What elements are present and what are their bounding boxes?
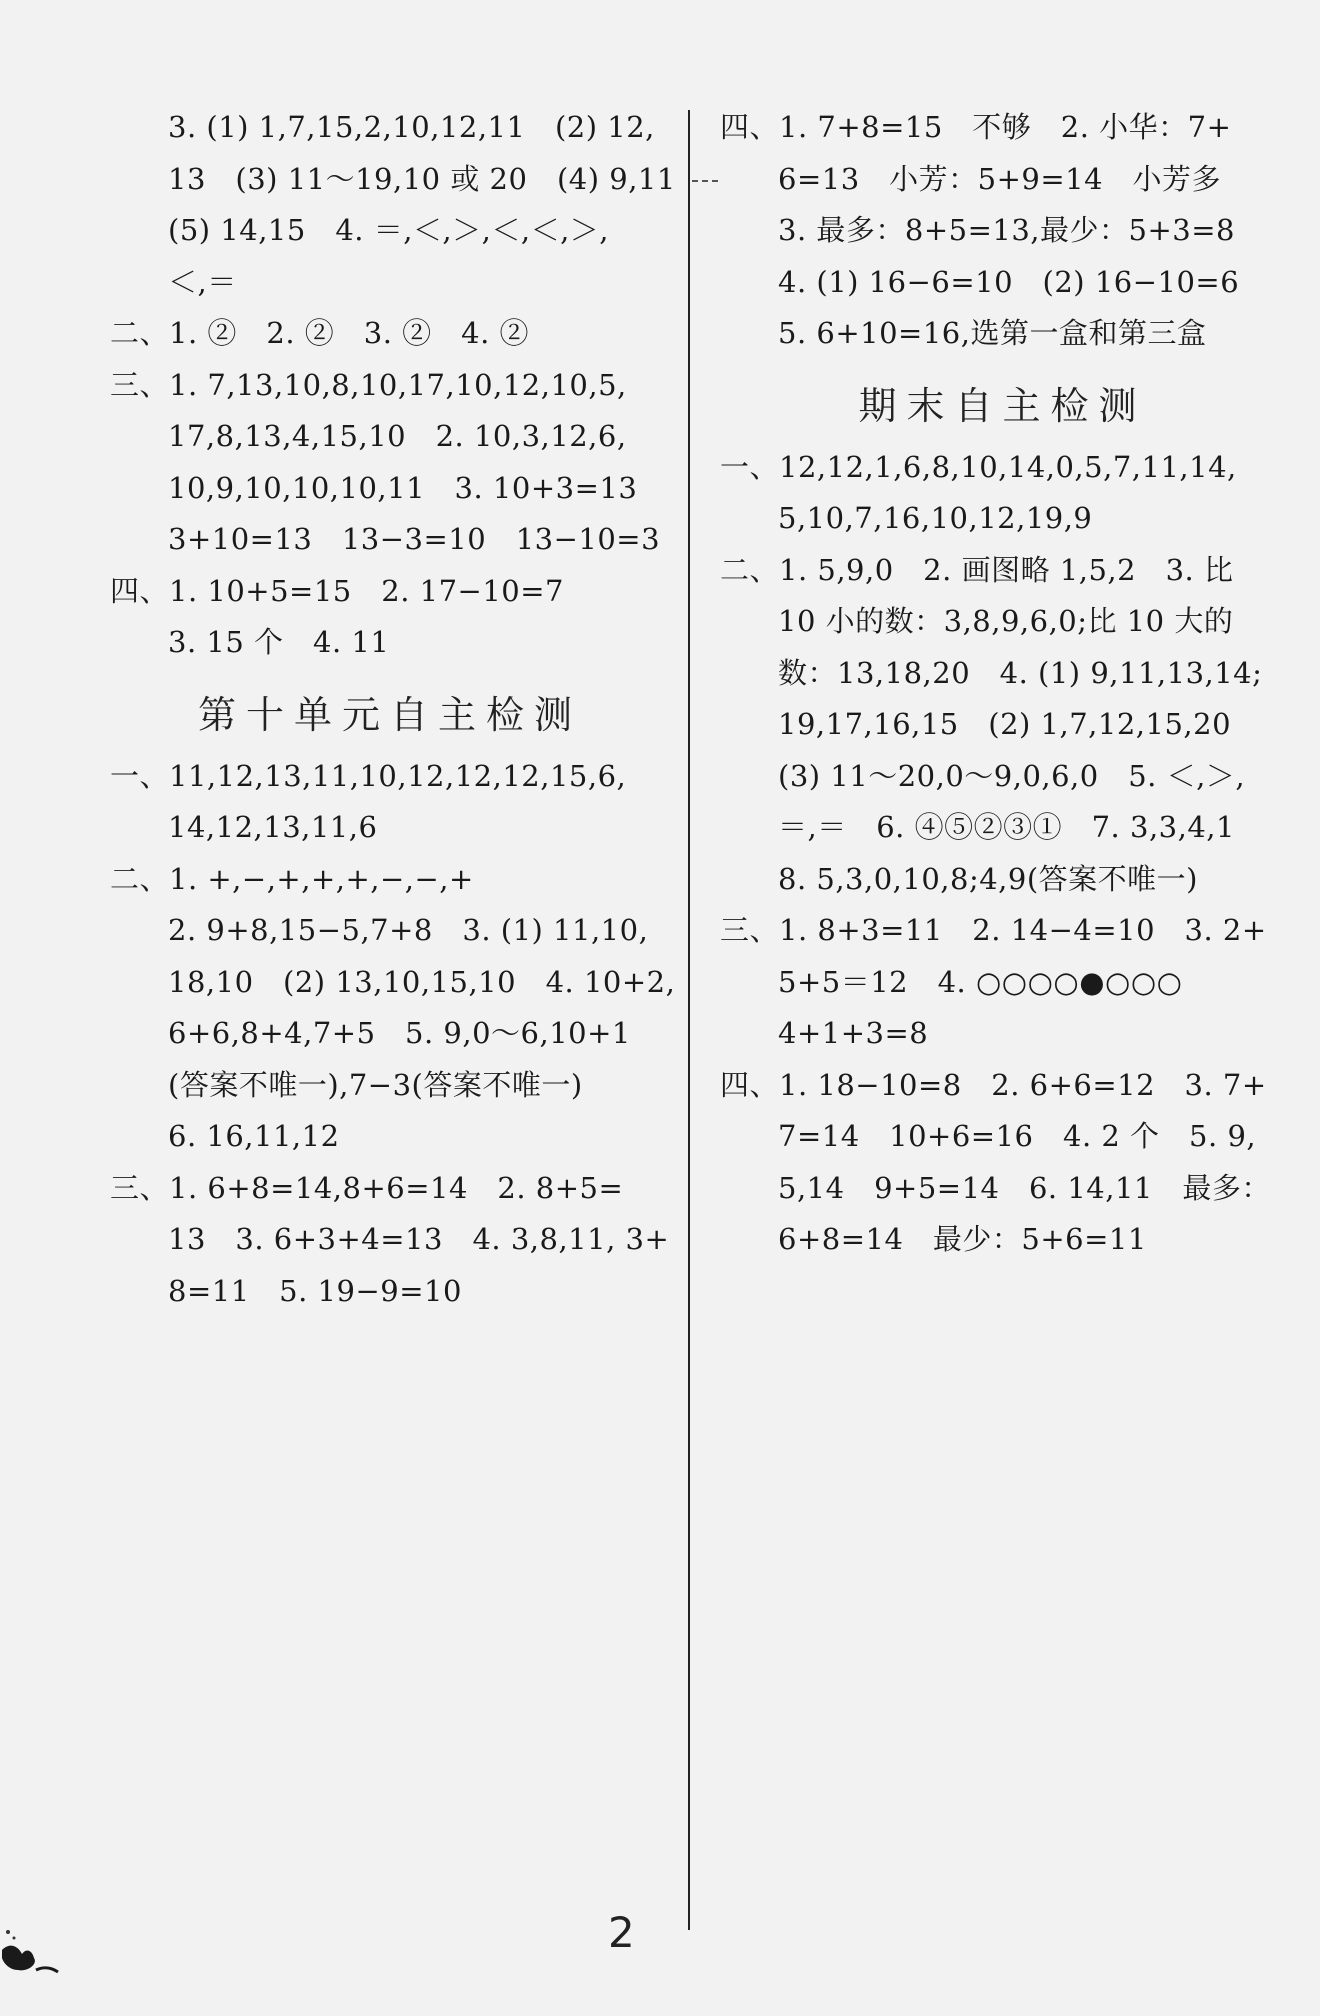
section-heading: 第十单元自主检测 <box>197 692 582 737</box>
text-line: 17,8,13,4,15,10 2. 10,3,12,6, <box>168 419 627 453</box>
right-column <box>720 102 1285 1266</box>
text-line: 19,17,16,15 (2) 1,7,12,15,20 <box>778 707 1232 741</box>
text-line: 数：13,18,20 4. (1) 9,11,13,14; <box>778 655 1263 690</box>
text-line: 二、1. 5,9,0 2. 画图略 1,5,2 3. 比 <box>720 552 1234 587</box>
text-line: 10,9,10,10,10,11 3. 10+3=13 <box>168 470 638 505</box>
text-line: 三、1. 7,13,10,8,10,17,10,12,10,5, <box>110 367 627 402</box>
text-line: 13 3. 6+3+4=13 4. 3,8,11, 3+ <box>168 1222 670 1256</box>
text-line: 一、11,12,13,11,10,12,12,12,15,6, <box>110 758 627 793</box>
text-line: 3. 最多：8+5=13,最少：5+3=8 <box>778 213 1235 247</box>
text-line: 四、1. 10+5=15 2. 17−10=7 <box>110 573 564 608</box>
text-line: ＜,＝ <box>168 264 237 299</box>
ink-smudge-icon <box>0 1920 72 1980</box>
text-line: 5,10,7,16,10,12,19,9 <box>778 501 1093 535</box>
text-line: 6=13 小芳：5+9=14 小芳多 <box>778 161 1222 196</box>
text-line: 10 小的数：3,8,9,6,0;比 10 大的 <box>778 604 1234 638</box>
text-line: 5+5＝12 4. ○○○○●○○○ <box>778 964 1183 999</box>
text-line: 二、1. ② 2. ② 3. ② 4. ② <box>110 316 530 350</box>
text-line: 5. 6+10=16,选第一盒和第三盒 <box>778 316 1207 350</box>
text-line: 一、12,12,1,6,8,10,14,0,5,7,11,14, <box>720 449 1237 484</box>
text-line: 2. 9+8,15−5,7+8 3. (1) 11,10, <box>168 913 649 947</box>
text-line: 5,14 9+5=14 6. 14,11 最多： <box>778 1170 1271 1205</box>
text-line: (3) 11～20,0～9,0,6,0 5. ＜,＞, <box>778 758 1246 793</box>
text-line: (5) 14,15 4. ＝,＜,＞,＜,＜,＞, <box>168 213 610 247</box>
column-divider <box>688 110 690 1930</box>
text-line: 14,12,13,11,6 <box>168 810 378 844</box>
text-line: 四、1. 7+8=15 不够 2. 小华：7+ <box>720 110 1232 144</box>
text-line: 13 (3) 11～19,10 或 20 (4) 9,11 <box>168 161 676 196</box>
text-line: 6+8=14 最少：5+6=11 <box>778 1222 1147 1256</box>
left-column <box>110 102 676 1317</box>
text-line: 18,10 (2) 13,10,15,10 4. 10+2, <box>168 964 676 999</box>
text-line: 8. 5,3,0,10,8;4,9(答案不唯一) <box>778 861 1198 896</box>
text-line: 4. (1) 16−6=10 (2) 16−10=6 <box>778 264 1240 299</box>
text-line: 7=14 10+6=16 4. 2 个 5. 9, <box>778 1119 1257 1153</box>
text-line: ＝,＝ 6. ④⑤②③① 7. 3,3,4,1 <box>778 810 1235 844</box>
page-number: 2 <box>608 1908 635 1957</box>
text-line: 3+10=13 13−3=10 13−10=3 <box>168 522 661 556</box>
text-line: 4+1+3=8 <box>778 1016 929 1050</box>
text-line: 6+6,8+4,7+5 5. 9,0～6,10+1 <box>168 1016 631 1050</box>
text-line: (答案不唯一),7−3(答案不唯一) <box>168 1067 583 1102</box>
text-line: 二、1. +,−,+,+,+,−,−,+ <box>110 861 474 896</box>
text-line: 三、1. 6+8=14,8+6=14 2. 8+5= <box>110 1170 624 1205</box>
text-line: 8=11 5. 19−9=10 <box>168 1273 462 1308</box>
divider-dash <box>692 180 718 182</box>
text-line: 3. (1) 1,7,15,2,10,12,11 (2) 12, <box>168 110 655 144</box>
text-line: 四、1. 18−10=8 2. 6+6=12 3. 7+ <box>720 1067 1267 1102</box>
text-line: 三、1. 8+3=11 2. 14−4=10 3. 2+ <box>720 913 1267 947</box>
section-heading: 期末自主检测 <box>858 383 1147 428</box>
text-line: 3. 15 个 4. 11 <box>168 625 390 659</box>
text-line: 6. 16,11,12 <box>168 1119 340 1153</box>
